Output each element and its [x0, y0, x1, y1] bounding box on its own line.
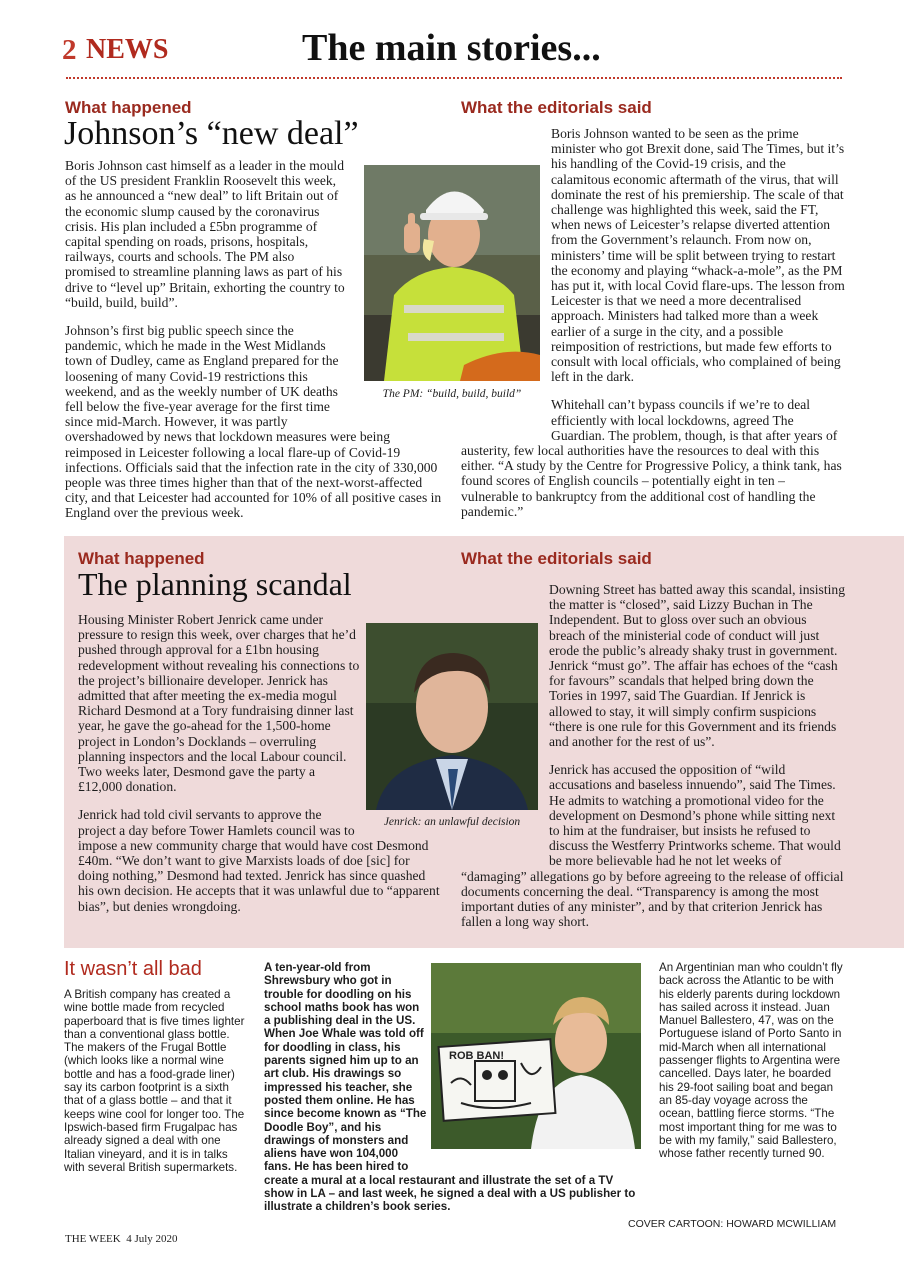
johnson-photo-caption: The PM: “build, build, build” — [382, 388, 522, 400]
story1-right-p1: Boris Johnson wanted to be seen as the prime minister who got Brexit done, said The Times, but it’s his handling of the Covid-19 crisis, and the calamitous economic aftermath of the virus, that will dominate the rest of his premiership. The scale of that challenge was highlighted this week, said the FT, when news of Leicester’s relapse diverted attention from the Government’s relaunch. From now on, ministers’ time will be split between trying to restart the economy and playing “whack-a-mole”, as the PM has put it, with local Covid flare-ups. The lesson from Leicester is that we need a more decentralised approach. Ministers had talked more than a week earlier of a surge in the city, and a possible reimposition of restrictions, but made few efforts to consult with local officials, who complained of being left in the dark. — [551, 126, 845, 385]
story1-headline: Johnson’s “new deal” — [64, 115, 359, 152]
story2-right-p2: Jenrick has accused the opposition of “wild accusations and baseless innuendo”, said The Times. He admits to watching a promotional video for the development on Desmond’s phone while sitting next to him at the fundraiser, but insists he refused to discuss the Westferry Printworks scheme. That would be more believable had he not let weeks of “damaging” allegations go by before agreeing to the release of official documents concerning the deal. “Transparency is among the most important duties of any minister”, and by that criterion Jenrick has fallen a long way short. — [461, 762, 844, 930]
story2-right-body — [461, 582, 845, 942]
story2-left-p2: Jenrick had told civil servants to approve the project a day before Tower Hamlets council was to impose a new community charge that would have cost Desmond £40m. “We don’t want to give Marxists loads of doe [sic] for doing nothing,” Desmond had texted. Jenrick has since quashed his own decision. He accepts that it was unlawful due to “apparent bias”, but denies wrongdoing. — [78, 807, 440, 914]
story1-right-photo-space — [461, 156, 551, 428]
page-number: 2 — [62, 34, 77, 66]
good-news-col2-text: A ten-year-old from Shrewsbury who got in trouble for doodling on his school maths book has won a publishing deal in the US. When Joe Whale was told off for doodling in class, his parents signed him up to an art club. His drawings so impressed his teacher, she posted them online. He has since become known as “The Doodle Boy”, and his drawings of monsters and aliens have won 104,000 fans. He has been hired to create a mural at a local restaurant and illustrate the set of a TV show in LA – and last week, he signed a deal with a US publisher to illustrate a children’s book series. — [264, 961, 636, 1214]
good-news-col1: A British company has created a wine bottle made from recycled paperboard that is five times lighter than a conventional glass bottle. The makers of the Frugal Bottle (which looks like a normal wine bottle and has a food-grade liner) say its carbon footprint is a sixth that of a glass bottle – and that it keeps wine cool for longer too. The Ipswich-based firm Frugalpac has already signed a deal with one Italian vineyard, and it is in talks with several British supermarkets. — [64, 988, 245, 1174]
story1-left-p1: Boris Johnson cast himself as a leader in the mould of the US president Franklin Roosevelt this week, as he announced a “new deal” to lift Britain out of the economic slump caused by the coronavirus crisis. His plan included a £5bn programme of capital spending on roads, prisons, hospitals, railways, courts and schools. The PM also promised to streamline planning laws as part of his drive to “level up” Britain, exhorting the country to “build, build, build”. — [65, 158, 345, 310]
page-title: The main stories... — [302, 27, 601, 69]
publication-footer: THE WEEK 4 July 2020 — [65, 1233, 178, 1245]
story1-right-p2: Whitehall can’t bypass councils if we’re to deal efficiently with local lockdowns, agreed The Guardian. The problem, though, is that after years of austerity, few local authorities have the resources to deal with this either. “A study by the Centre for Progressive Policy, a think tank, has found scores of English councils – potentially eight in ten – vulnerable to bankruptcy from the additional cost of handling the pandemic.” — [461, 397, 842, 519]
section-label: NEWS — [86, 34, 169, 65]
doodle-text: ROB BAN! — [449, 1050, 504, 1062]
jenrick-photo-caption: Jenrick: an unlawful decision — [383, 816, 521, 828]
story2-kicker: What happened — [78, 549, 205, 568]
story2-right-photo-space — [461, 612, 549, 862]
story1-kicker: What happened — [65, 98, 192, 117]
good-news-col3: An Argentinian man who couldn’t fly back across the Atlantic to be with his elderly parents during lockdown has sailed across it instead. Juan Manuel Ballestero, 47, was on the Portuguese island of Porto Santo in mid-March when all international passenger flights to Argentina were cancelled. Days later, he boarded his 29-foot sailing boat and began an 85-day voyage across the ocean, battling fierce storms. “The most important thing for me was to be with my family,” said Ballestero, whose father recently turned 90. — [659, 961, 843, 1161]
story2-right-p1: Downing Street has batted away this scandal, insisting the matter is “closed”, said Lizzy Buchan in The Independent. But to gloss over such an obvious breach of the ministerial code of conduct will just erode the public’s already shaky trust in government. Jenrick “must go”. The affair has echoes of the “cash for favours” scandals that helped bring down the Tories in 1997, said The Guardian. If Jenrick is allowed to stay, it will simply confirm suspicions “there is one rule for this Government and its friends and another for the rest of us”. — [549, 582, 845, 750]
cover-credit: COVER CARTOON: HOWARD MCWILLIAM — [628, 1218, 837, 1230]
doodle-boy-illustration — [431, 963, 641, 1149]
doodle-boy-photo — [431, 963, 641, 1149]
story2-headline: The planning scandal — [78, 566, 352, 602]
story1-editorials-kicker: What the editorials said — [461, 98, 652, 117]
story2-editorials-kicker: What the editorials said — [461, 549, 652, 568]
header-rule — [66, 77, 842, 79]
story2-left-p1: Housing Minister Robert Jenrick came under pressure to resign this week, over charges that he’d pushed through approval for a £1bn housing redevelopment without revealing his connections to the project’s billionaire developer. Jenrick has admitted that after meeting the ex-media mogul Richard Desmond at a Tory fundraising dinner last year, he gave the go-ahead for the 1,500-home project in London’s Docklands – overruling planning inspectors and the local Labour council. Two weeks later, Desmond gave the party a £12,000 donation. — [78, 612, 360, 795]
story1-left-p2: Johnson’s first big public speech since the pandemic, which he made in the West Midlands town of Dudley, came as England prepared for the loosening of many Covid-19 restrictions this weekend, and as the weekly number of UK deaths fell below the five-year average for the first time since mid-March. However, it was partly overshadowed by news that lockdown measures were being reimposed in Leicester following a local flare-up of Covid-19 infections. Officials said that the infection rate in the city of 330,000 people was three times higher than that of the next-worst-affected city, and that Leicester had accounted for 10% of all positive cases in England over the previous week. — [65, 323, 442, 521]
story1-right-body — [461, 126, 845, 532]
good-news-heading: It wasn’t all bad — [64, 958, 202, 980]
